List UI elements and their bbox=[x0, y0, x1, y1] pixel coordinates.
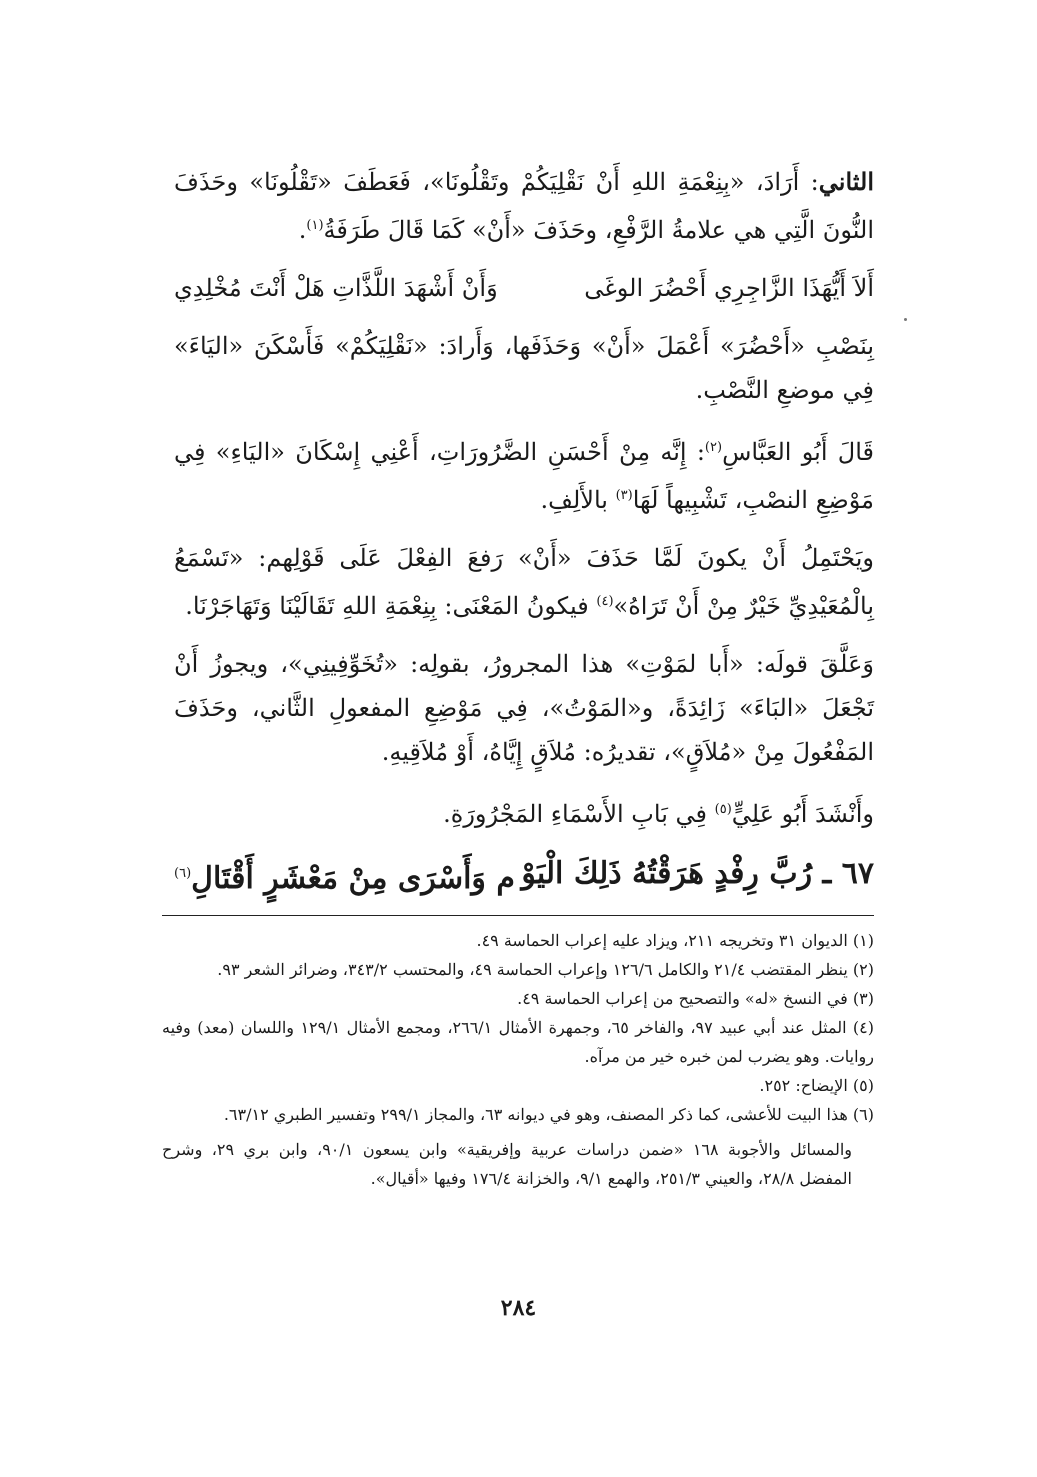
footnote-6-continued: والمسائل والأجوبة ١٦٨ «ضمن دراسات عربية وإفريقية» وابن يسعون ٩٠/١، وابن بري ٢٩، وشرح المفضل ٢٨/٨، والعيني ٢٥١/٣، والهمع ٩/١، والخزانة ١٧٦/٤ وفيها «أقيال». bbox=[162, 1140, 852, 1188]
verse-1 bbox=[174, 266, 874, 310]
verse-1-first-hemistich: أَلاَ أَيُّهَذَا الزَّاجِرِي أَحْضُرَ الوغَى bbox=[584, 274, 874, 302]
main-text bbox=[174, 160, 874, 903]
footnote-ref-4[interactable]: (٤) bbox=[596, 594, 614, 609]
footnote-ref-5[interactable]: (٥) bbox=[714, 802, 732, 817]
paragraph-4: ويَحْتَمِلُ أَنْ يكونَ لَمَّا حَذَفَ «أَنْ» رَفعَ الفِعْلَ عَلَى قَوْلِهم: «تَسْمَعُ بِالْمُعَيْدِيِّ خَيْرٌ مِنْ أَنْ تَرَاهُ»$^{(٤)}$ فيكونُ المَعْنَى: بِنِعْمَةِ اللهِ تَقَالَيْنَا وَتَهَاجَرْنَا. bbox=[174, 544, 874, 620]
footnote-4: (٤) المثل عند أبي عبيد ٩٧، والفاخر ٦٥، وجمهرة الأمثال ٢٦٦/١، ومجمع الأمثال ١٢٩/١ واللسان (معد) وفيه روايات. وهو يضرب لمن خبره خير من مرآه. bbox=[162, 1018, 875, 1066]
footnote-5: (٥) الإيضاح: ٢٥٢. bbox=[759, 1076, 874, 1095]
section-label: الثاني bbox=[818, 167, 874, 196]
footnote-1: (١) الديوان ٣١ وتخريجه ٢١١، ويزاد عليه إعراب الحماسة ٤٩. bbox=[476, 931, 874, 950]
verse-67-first-hemistich: ٦٧ ـ رُبَّ رِفْدٍ هَرَقْتُهُ ذَلِكَ الْيَوْ bbox=[521, 856, 874, 891]
verse-67-second-hemistich: م وَأَسْرَى مِنْ مَعْشَرٍ أَقْتَالِ$^{(٦)}$ bbox=[174, 861, 515, 896]
footnote-ref-6[interactable]: (٦) bbox=[174, 866, 192, 881]
verse-1-second-hemistich: وَأَنْ أَشْهَدَ اللَّذَّاتِ هَلْ أَنْتَ مُخْلِدِي bbox=[174, 274, 498, 302]
paragraph-1: الثاني: أَرَادَ، «بِنِعْمَةِ اللهِ أَنْ نَقْلِيَكُمْ وتَقْلُونَا»، فَعَطَفَ «تَقْلُونَا» وحَذَفَ النُّونَ الَّتِي هي علامةُ الرَّفْعِ، وحَذَفَ «أَنْ» كَمَا قَالَ طَرَفَةُ$^{(١)}$. bbox=[174, 167, 874, 244]
paragraph-6: وأَنْشَدَ أَبُو عَلِيٍّ$^{(٥)}$ فِي بَابِ الأَسْمَاءِ المَجْرُورَةِ. bbox=[443, 800, 874, 828]
footnote-ref-3[interactable]: (٣) bbox=[615, 488, 633, 503]
paragraph-5: وَعَلَّقَ قولَه: «أَبا لمَوْتِ» هذا المجرورُ، بقولِه: «تُخَوِّفِينِي»، ويجوزُ أَنْ تَجْعَلَ «البَاءَ» زَائِدَةً، و«المَوْتُ»، فِي مَوْضِعِ المفعولِ الثَّاني، وحَذَفَ المَفْعُولَ مِنْ «مُلاَقٍ»، تقديرُه: مُلاَقٍ إِيَّاهُ، أَوْ مُلاَقِيهِ. bbox=[174, 650, 874, 766]
page-number: ٢٨٤ bbox=[500, 1295, 537, 1321]
footnote-6: (٦) هذا البيت للأعشى، كما ذكر المصنف، وهو في ديوانه ٦٣، والمجاز ٢٩٩/١ وتفسير الطبري ٦٣/١٢. bbox=[223, 1105, 874, 1124]
footnotes bbox=[162, 926, 874, 1193]
footnote-2: (٢) ينظر المقتضب ٢١/٤ والكامل ١٢٦/٦ وإعراب الحماسة ٤٩، والمحتسب ٣٤٣/٢، وضرائر الشعر ٩٣. bbox=[217, 960, 874, 979]
footnote-ref-1[interactable]: (١) bbox=[306, 218, 324, 233]
footnote-separator bbox=[162, 915, 874, 916]
verse-67 bbox=[174, 850, 874, 903]
footnote-3: (٣) في النسخ «له» والتصحيح من إعراب الحماسة ٤٩. bbox=[517, 989, 874, 1008]
footnote-ref-2[interactable]: (٢) bbox=[704, 440, 723, 455]
paragraph-2: بِنَصْبِ «أَحْضُرَ» أَعْمَلَ «أَنْ» وَحَذَفَها، وَأَرادَ: «نَقْلِيَكُمْ» فَأَسْكَنَ «اليَاءَ» فِي موضعِ النَّصْبِ. bbox=[174, 332, 874, 404]
margin-dot bbox=[904, 318, 907, 321]
paragraph-3: قَالَ أَبُو العَبَّاسِ$^{(٢)}$: إِنَّه مِنْ أَحْسَنِ الضَّرُورَاتِ، أَعْنِي إِسْكَانَ «اليَاءِ» فِي مَوْضِعِ النصْبِ، تَشْبِيهاً لَهَا$^{(٣)}$ بالأَلِفِ. bbox=[174, 438, 874, 514]
